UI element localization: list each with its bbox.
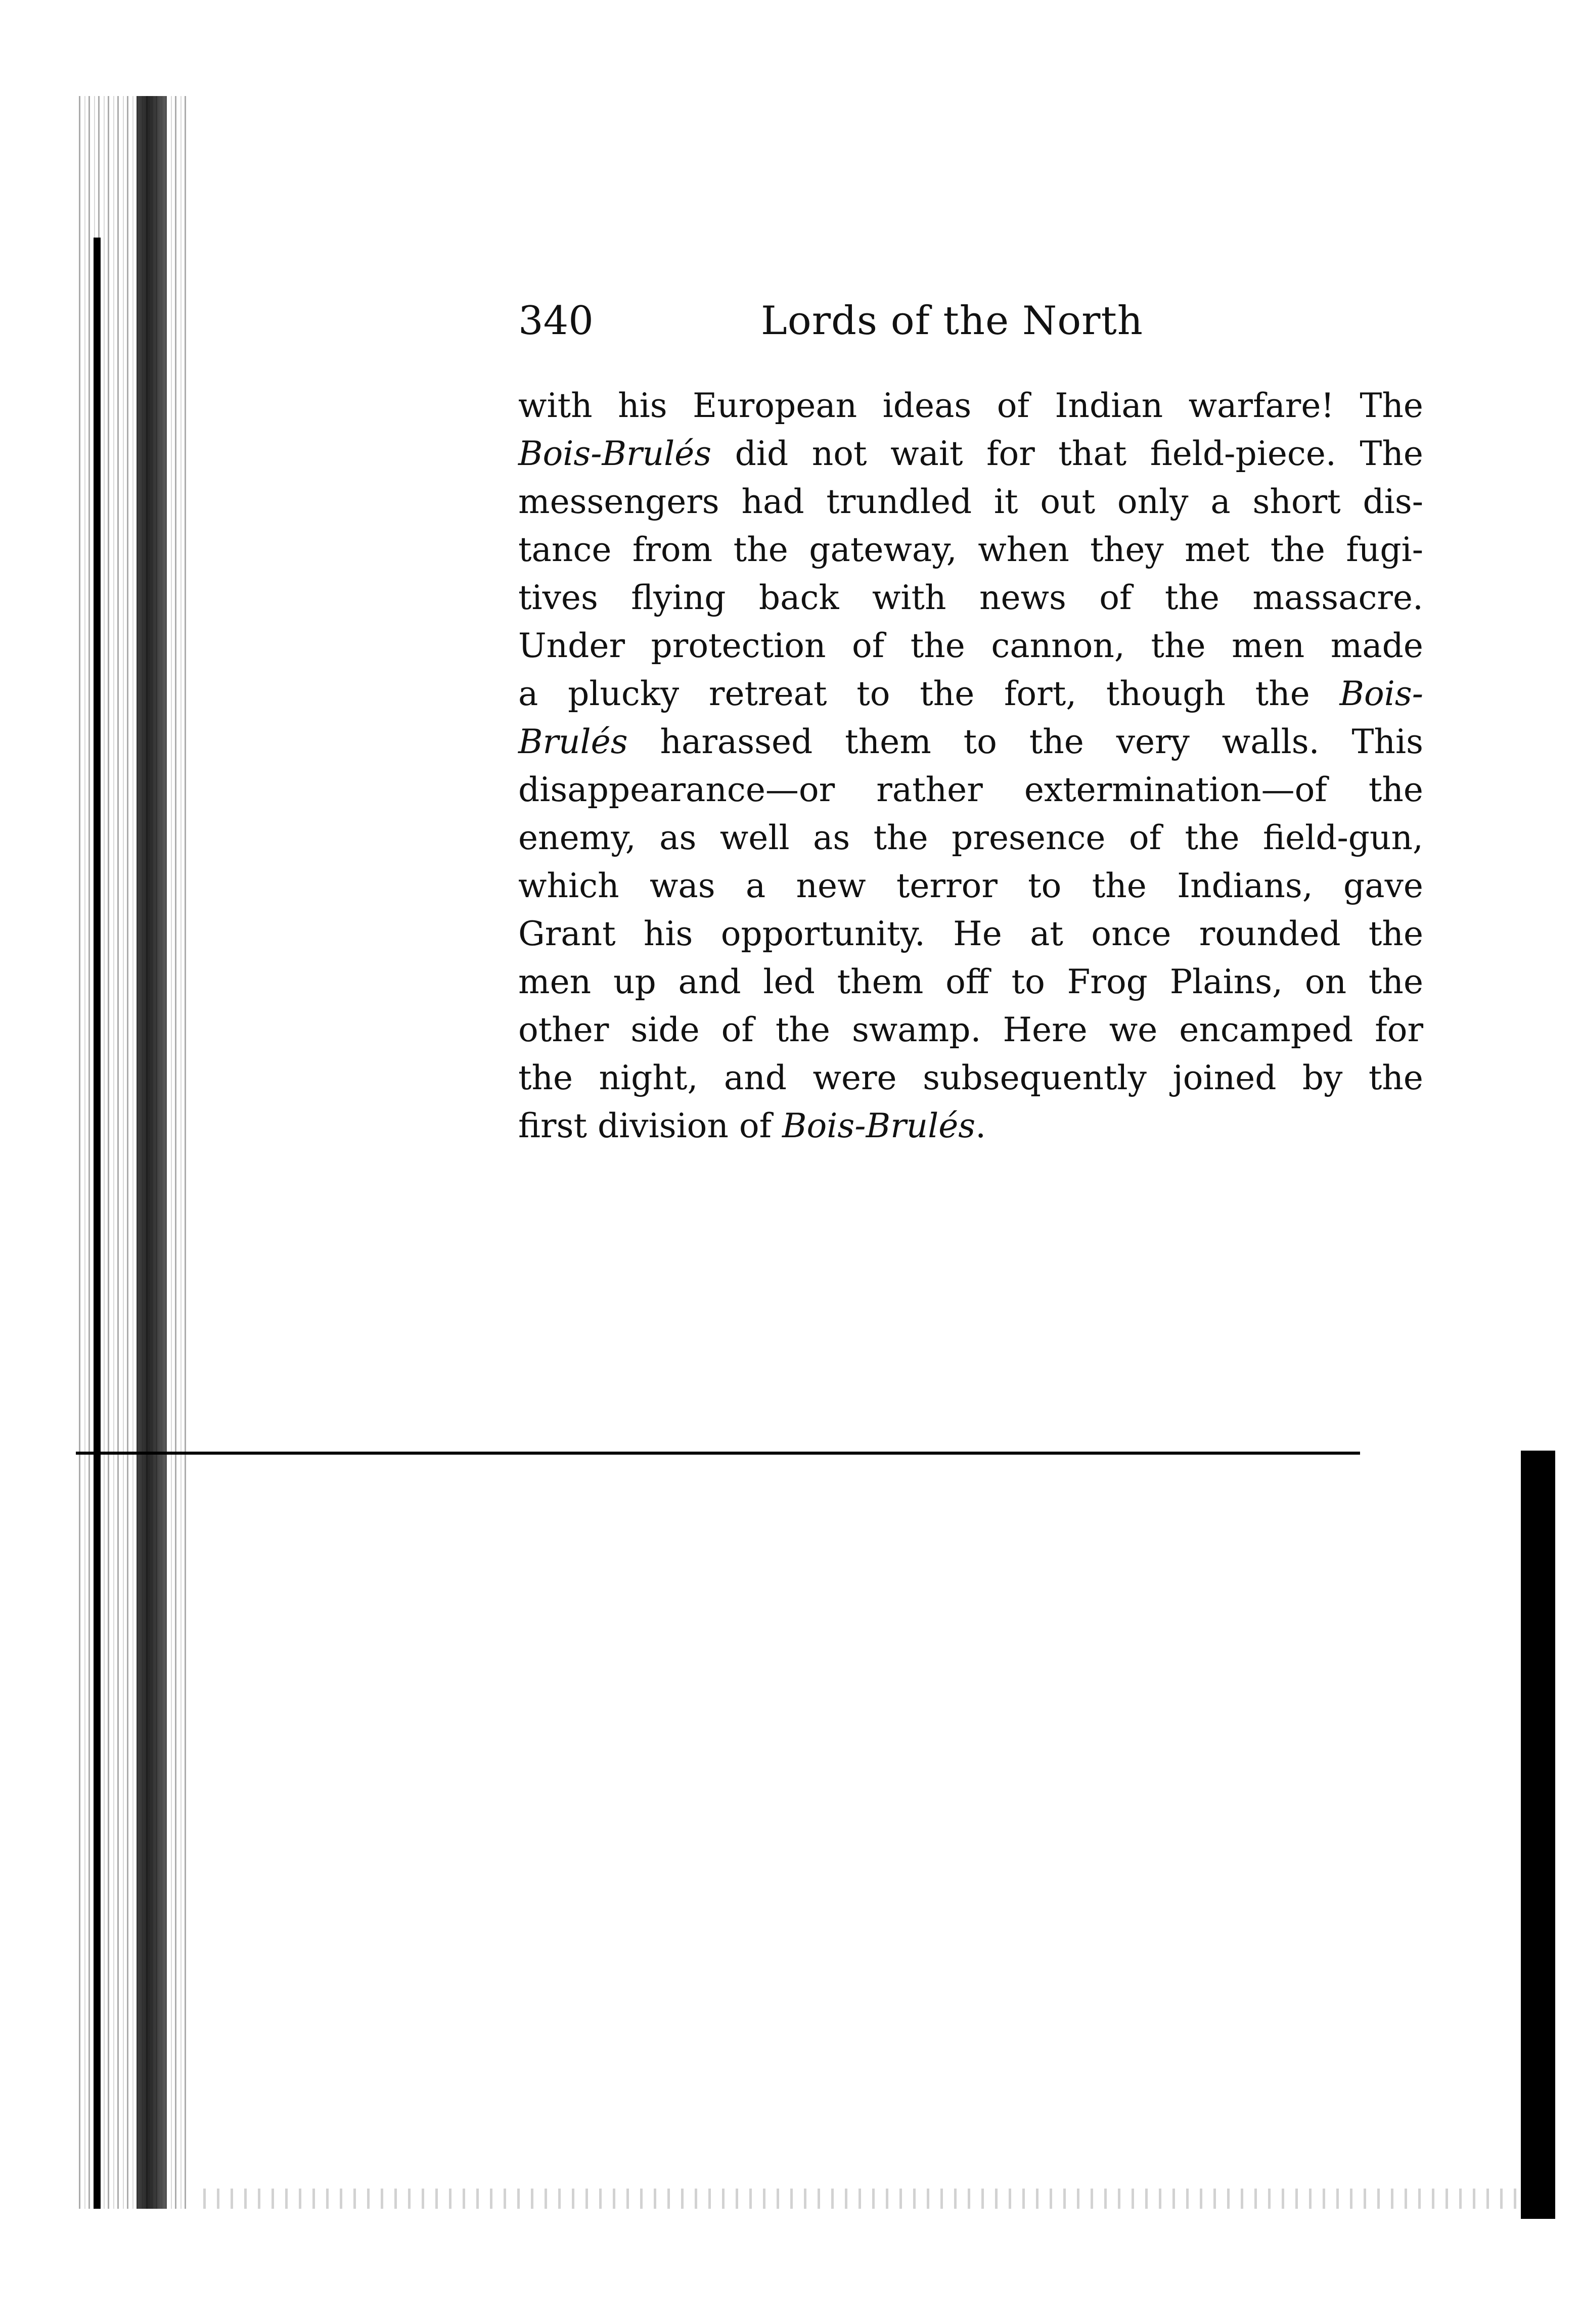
binding-gutter-dark	[137, 96, 167, 2209]
text-line: enemy, as well as the presence of the field-gun,	[518, 818, 1423, 857]
text-line: men up and led them off to Frog Plains, on the	[518, 962, 1423, 1001]
text-line: the night, and were subsequently joined by the	[518, 1058, 1423, 1097]
italic-term: Bois-Brulés	[782, 1106, 976, 1145]
text-line: Brulés harassed them to the very walls. This	[518, 722, 1423, 761]
text-line: messengers had trundled it out only a short dis-	[518, 482, 1423, 521]
page-number: 340	[518, 298, 594, 344]
text-line: which was a new terror to the Indians, gave	[518, 866, 1423, 905]
bottom-scan-noise	[192, 2189, 1527, 2209]
italic-term: Bois-	[1339, 674, 1423, 713]
page-header	[518, 293, 1176, 349]
running-title: Lords of the North	[761, 298, 1144, 344]
italic-term: Bois-Brulés	[518, 434, 712, 473]
page-edge-line	[94, 238, 101, 2209]
text-line: first division of Bois-Brulés.	[518, 1106, 986, 1145]
text-line: Bois-Brulés did not wait for that field-piece. The	[518, 434, 1423, 473]
body-paragraph	[518, 382, 1423, 1150]
text-line: with his European ideas of Indian warfare! The	[518, 386, 1423, 425]
text-line: tives flying back with news of the massacre.	[518, 578, 1423, 617]
binding-gutter-shadow	[76, 96, 187, 2209]
text-line: Grant his opportunity. He at once rounded the	[518, 914, 1423, 953]
italic-term: Brulés	[518, 722, 628, 761]
right-edge-bar	[1521, 1451, 1555, 2219]
text-line: a plucky retreat to the fort, though the Bois-	[518, 674, 1423, 713]
text-line: Under protection of the cannon, the men made	[518, 626, 1423, 665]
text-line: disappearance—or rather extermination—of the	[518, 770, 1423, 809]
text-line: tance from the gateway, when they met the fugi-	[518, 530, 1423, 569]
horizontal-scan-rule	[76, 1452, 1360, 1455]
text-line: other side of the swamp. Here we encamped for	[518, 1010, 1423, 1049]
